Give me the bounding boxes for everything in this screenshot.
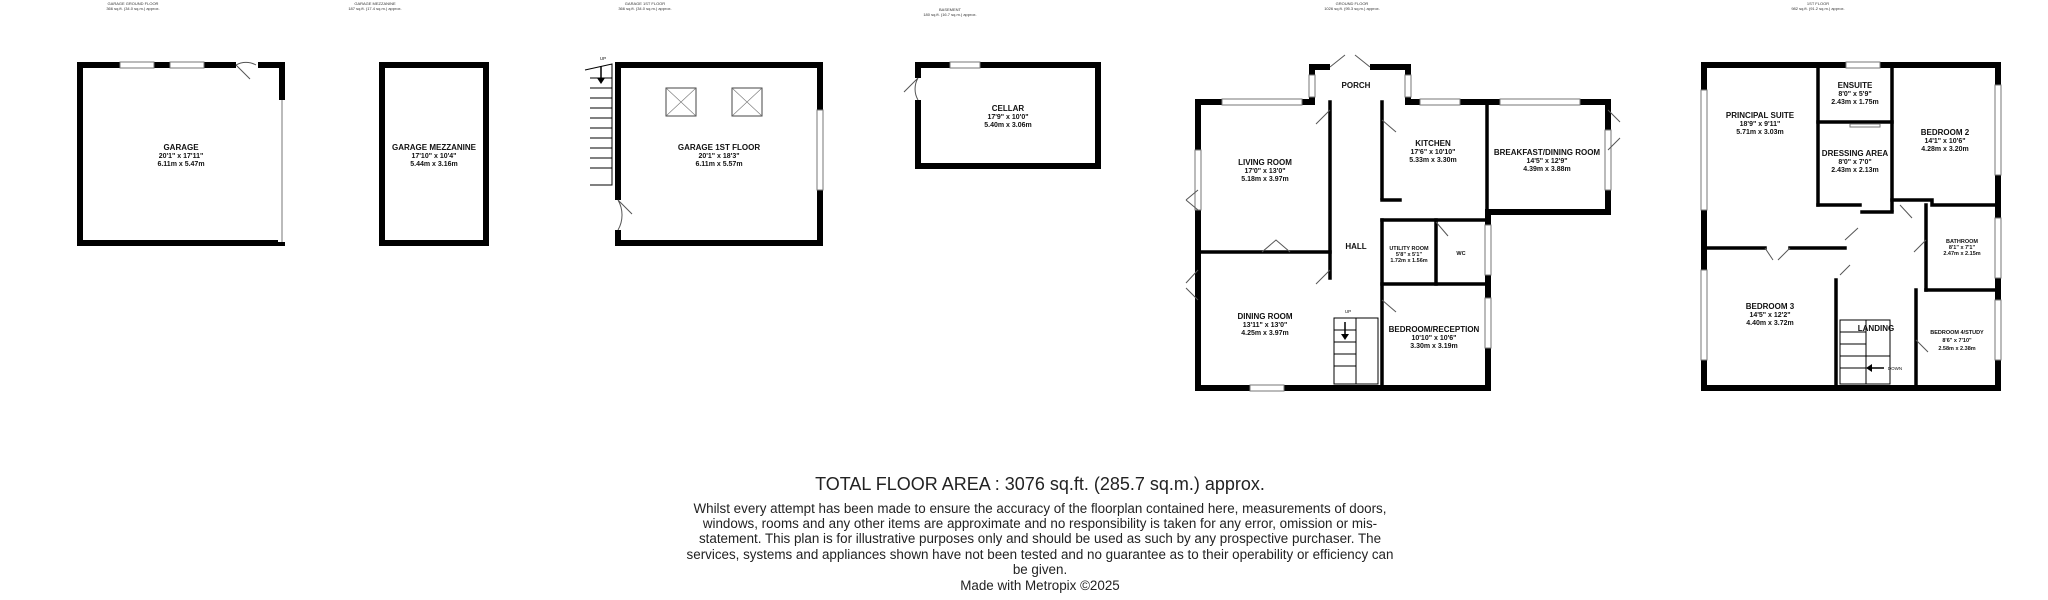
door-bedroom2 [1900, 205, 1912, 218]
garage-mezzanine-plan [382, 65, 486, 243]
room-bedroom2-name: BEDROOM 2 [1920, 128, 1970, 137]
window-breakfast [1500, 99, 1580, 105]
garage-mezzanine-area: 187 sq.ft. (17.4 sq.m.) approx. [348, 6, 402, 11]
floorplan-footer [660, 474, 1420, 593]
room-principal-imperial: 18'9" x 9'11" [1739, 121, 1781, 128]
room-kitchen-metric: 5.33m x 3.30m [1409, 157, 1457, 164]
door-bathroom [1914, 240, 1926, 252]
room-living-name: LIVING ROOM [1238, 158, 1292, 167]
window-porch [1309, 75, 1315, 97]
window-living [1222, 99, 1302, 105]
garage-1st-heading: GARAGE 1ST FLOOR [624, 1, 666, 6]
room-bedroom-reception-metric: 3.30m x 3.19m [1410, 343, 1458, 350]
room-principal-metric: 5.71m x 3.03m [1736, 129, 1784, 136]
garage-ground-area: 366 sq.ft. (34.0 sq.m.) approx. [106, 6, 160, 11]
garage-1st-area: 366 sq.ft. (34.0 sq.m.) approx. [618, 6, 672, 11]
ground-floor-outer-walls [1198, 67, 1608, 388]
basement-area: 180 sq.ft. (16.7 sq.m.) approx. [923, 12, 977, 17]
room-bedroom3-name: BEDROOM 3 [1745, 302, 1795, 311]
room-dressing-name: DRESSING AREA [1821, 149, 1889, 158]
room-dining-imperial: 13'11" x 13'0" [1242, 322, 1288, 329]
window [120, 62, 154, 68]
room-kitchen-name: KITCHEN [1415, 139, 1451, 148]
room-principal-name: PRINCIPAL SUITE [1725, 111, 1795, 120]
room-bedroom-reception-imperial: 10'10" x 10'6" [1411, 335, 1457, 342]
room-ensuite-imperial: 8'0" x 5'9" [1838, 91, 1872, 98]
stair-up-label: UP [1344, 309, 1352, 314]
mirror [1850, 124, 1880, 127]
room-porch-name: PORCH [1341, 81, 1371, 90]
window-bedroom-reception [1485, 298, 1491, 348]
total-floor-area: TOTAL FLOOR AREA : 3076 sq.ft. (285.7 sq.m.) approx. [815, 474, 1265, 494]
room-wc-name: WC [1456, 251, 1466, 257]
door-dining [1316, 270, 1330, 284]
external-stair [585, 64, 612, 185]
room-living-metric: 5.18m x 3.97m [1241, 176, 1289, 183]
room-dressing-imperial: 8'0" x 7'0" [1838, 159, 1872, 166]
room-mezzanine-metric: 5.44m x 3.16m [410, 161, 458, 168]
room-garage-1st-metric: 6.11m x 5.57m [695, 161, 743, 168]
room-garage-imperial: 20'1" x 17'11" [158, 153, 204, 160]
garage-ground-heading: GARAGE GROUND FLOOR [107, 1, 159, 6]
stair-down-label: DOWN [1887, 366, 1903, 371]
room-dining-name: DINING ROOM [1237, 312, 1293, 321]
room-garage-1st-imperial: 20'1" x 18'3" [698, 153, 740, 160]
ground-floor-plan [1186, 55, 1620, 391]
room-utility-imperial: 5'8" x 5'1" [1395, 252, 1423, 258]
door-kitchen [1382, 120, 1396, 132]
ground-floor-area: 1026 sq.ft. (95.3 sq.m.) approx. [1324, 6, 1380, 11]
room-breakfast-name: BREAKFAST/DINING ROOM [1493, 148, 1601, 157]
room-utility-name: UTILITY ROOM [1389, 246, 1429, 252]
disclaimer-text: Whilst every attempt has been made to ensure the accuracy of the floorplan contained here, measurements of doors, windows, rooms and any other items are approximate and no responsibility is taken for any error, omission or mis-statement. This plan is for illustrative purposes only and should be used as such by any prospective purchaser. The services, systems and appliances shown have not been tested and no guarantee as to their operability or efficiency can be given. [686, 501, 1394, 577]
door-landing [1845, 228, 1858, 240]
room-cellar-name: CELLAR [991, 104, 1025, 113]
room-bathroom-name: BATHROOM [1946, 239, 1978, 245]
room-kitchen-imperial: 17'6" x 10'10" [1410, 149, 1456, 156]
door-landing-lower [1840, 265, 1850, 275]
room-bedroom4-imperial: 8'6" x 7'10" [1942, 338, 1972, 344]
door-wc [1436, 222, 1448, 236]
first-floor-area: 982 sq.ft. (91.2 sq.m.) approx. [1791, 6, 1845, 11]
window-living-side [1195, 150, 1201, 210]
garage-ground-plan [80, 61, 286, 243]
room-ensuite-name: ENSUITE [1837, 81, 1873, 90]
skylight-cross [666, 88, 696, 116]
wall-bedroom2-south [1892, 200, 1998, 205]
room-bathroom-metric: 2.47m x 2.15m [1943, 251, 1981, 257]
garage-1st-plan [585, 56, 823, 243]
made-with-credit: Made with Metropix ©2025 [960, 578, 1120, 594]
window-bathroom [1995, 218, 2001, 278]
window-dining [1250, 385, 1284, 391]
room-bedroom3-imperial: 14'5" x 12'2" [1749, 312, 1791, 319]
room-bedroom3-metric: 4.40m x 3.72m [1746, 320, 1794, 327]
room-dressing-metric: 2.43m x 2.13m [1831, 167, 1879, 174]
door-bedroom3 [1765, 248, 1790, 260]
room-landing-name: LANDING [1857, 324, 1895, 333]
door-living [1316, 110, 1330, 124]
room-cellar-metric: 5.40m x 3.06m [984, 122, 1032, 129]
door-gap [614, 200, 622, 230]
door-bedroom4 [1916, 340, 1928, 352]
window [950, 62, 980, 68]
room-bathroom-imperial: 8'1" x 7'1" [1948, 245, 1976, 251]
room-dining-metric: 4.25m x 3.97m [1241, 330, 1289, 337]
room-cellar-imperial: 17'9" x 10'0" [987, 114, 1029, 121]
ground-floor-stair [1334, 318, 1378, 384]
window-kitchen [1420, 99, 1460, 105]
door-living-dining [1262, 240, 1290, 252]
floor-headings [106, 1, 1844, 17]
room-garage-metric: 6.11m x 5.47m [157, 161, 205, 168]
window [817, 110, 823, 190]
window-bedroom3 [1701, 270, 1707, 360]
room-garage-name: GARAGE [163, 143, 199, 152]
room-garage-1st-name: GARAGE 1ST FLOOR [677, 143, 761, 152]
front-door-gap [1330, 63, 1370, 71]
room-bedroom4-metric: 2.58m x 2.38m [1938, 346, 1976, 352]
room-ensuite-metric: 2.43m x 1.75m [1831, 99, 1879, 106]
room-mezzanine-imperial: 17'10" x 10'4" [411, 153, 457, 160]
window-bedroom4 [1995, 300, 2001, 360]
room-breakfast-imperial: 14'5" x 12'9" [1526, 158, 1568, 165]
first-floor-plan [1701, 62, 2001, 388]
basement-plan [904, 62, 1098, 166]
window-breakfast-side [1605, 130, 1611, 190]
window-bedroom2 [1995, 85, 2001, 175]
room-bedroom2-imperial: 14'1" x 10'6" [1924, 138, 1966, 145]
wall-dressing-south [1818, 205, 1892, 212]
garage-mezzanine-heading: GARAGE MEZZANINE [354, 1, 396, 6]
room-utility-metric: 1.72m x 1.56m [1390, 258, 1428, 264]
window-ensuite [1846, 62, 1880, 68]
room-breakfast-metric: 4.39m x 3.88m [1523, 166, 1571, 173]
stair-up-label: UP [599, 56, 607, 61]
window-utility [1485, 225, 1491, 275]
room-mezzanine-name: GARAGE MEZZANINE [392, 143, 476, 152]
door-bedroom-reception [1382, 300, 1396, 312]
room-bedroom4-name: BEDROOM 4/STUDY [1930, 330, 1984, 336]
basement-heading: BASEMENT [938, 7, 962, 12]
window [170, 62, 204, 68]
room-bedroom-reception-name: BEDROOM/RECEPTION [1388, 325, 1480, 334]
room-hall-name: HALL [1345, 242, 1367, 251]
window-principal [1701, 90, 1707, 210]
window-porch [1405, 75, 1411, 97]
skylight-cross [732, 88, 762, 116]
room-living-imperial: 17'0" x 13'0" [1244, 168, 1286, 175]
first-floor-heading: 1ST FLOOR [1806, 1, 1830, 6]
ground-floor-heading: GROUND FLOOR [1335, 1, 1369, 6]
room-bedroom2-metric: 4.28m x 3.20m [1921, 146, 1969, 153]
